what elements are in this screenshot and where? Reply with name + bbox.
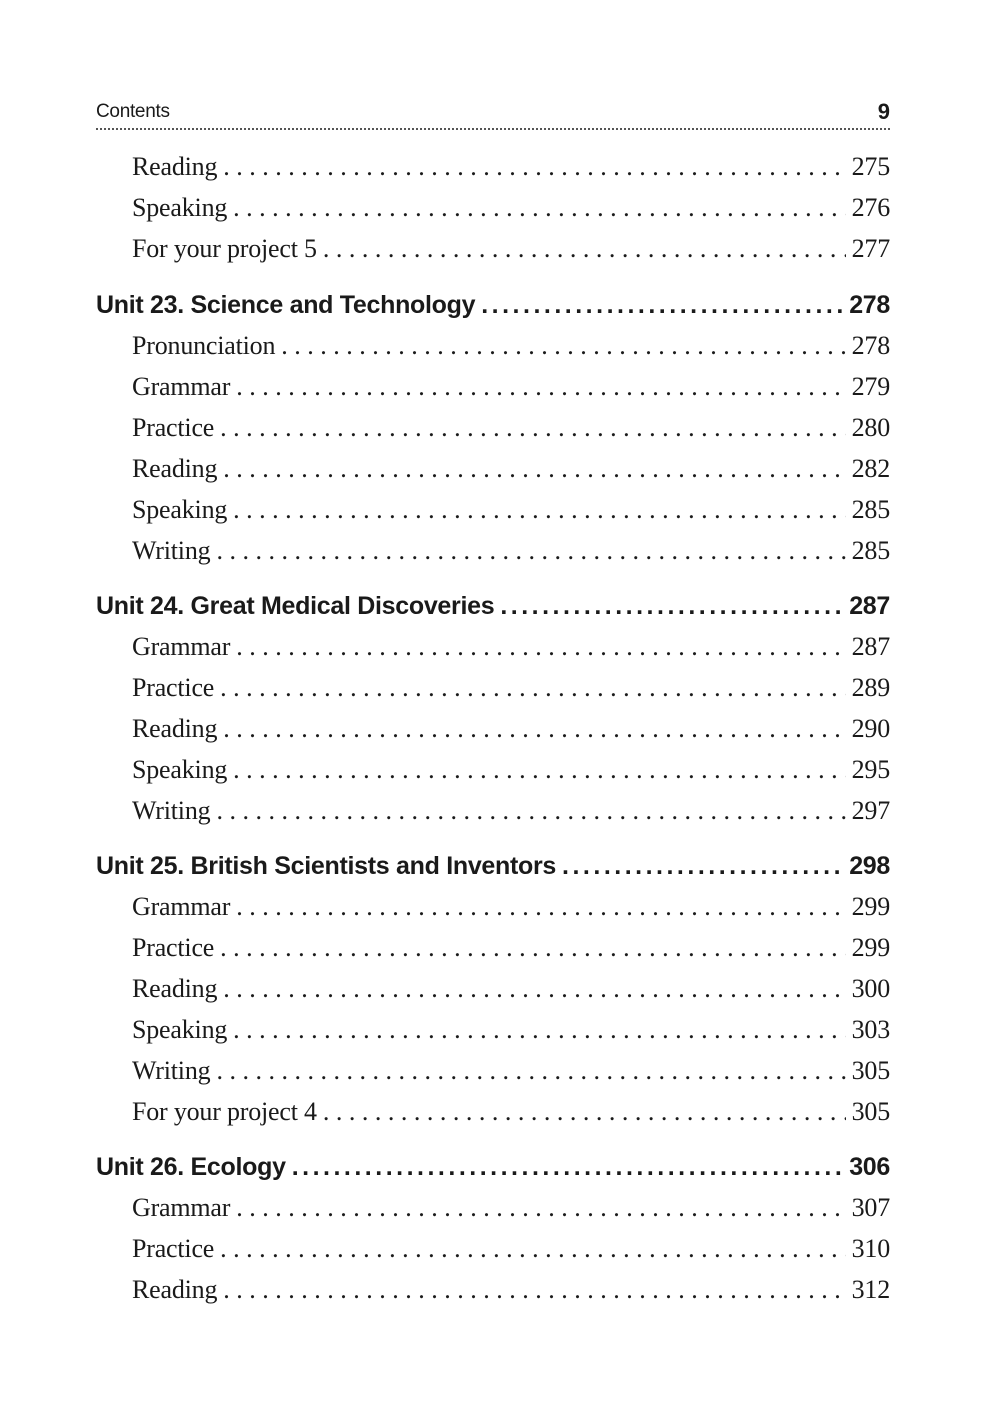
toc-entry[interactable] [132, 671, 890, 705]
dot-leader [323, 232, 846, 266]
toc-entry[interactable] [132, 1232, 890, 1266]
toc-entry-page: 276 [851, 193, 890, 222]
toc-entry[interactable] [132, 411, 890, 445]
toc-entry-label: Writing [132, 1056, 211, 1085]
toc-entry-label: Grammar [132, 1193, 231, 1222]
dot-leader [223, 1273, 845, 1307]
dot-leader [220, 931, 845, 965]
toc-entry-label: Reading [132, 152, 218, 181]
toc-unit-page: 306 [849, 1153, 890, 1181]
toc-unit-label: Unit 25. British Scientists and Inventors [96, 852, 557, 880]
toc-entry-page: 289 [851, 673, 890, 702]
toc-entry-page: 310 [851, 1234, 890, 1263]
toc-entry[interactable] [132, 794, 890, 828]
toc-entry-page: 278 [851, 331, 890, 360]
toc-entry[interactable] [132, 753, 890, 787]
toc-entry-page: 279 [851, 372, 890, 401]
toc-entry-page: 287 [851, 632, 890, 661]
toc-entry-label: Reading [132, 714, 218, 743]
dot-leader [323, 1095, 846, 1129]
toc-entry-page: 303 [851, 1015, 890, 1044]
toc-unit-entry[interactable] [96, 1150, 890, 1184]
toc-unit-label: Unit 23. Science and Technology [96, 291, 476, 319]
toc-entry-label: Reading [132, 454, 218, 483]
toc-unit-entry[interactable] [96, 288, 890, 322]
dot-leader [220, 1232, 845, 1266]
toc-entry[interactable] [132, 1013, 890, 1047]
dot-leader [236, 1191, 845, 1225]
toc-entry-label: Speaking [132, 755, 228, 784]
toc-entry-label: Speaking [132, 193, 228, 222]
toc-entry-label: Reading [132, 1275, 218, 1304]
toc-entry[interactable] [132, 1191, 890, 1225]
dot-leader [216, 534, 845, 568]
toc-entry-label: Grammar [132, 372, 231, 401]
toc-entry[interactable] [132, 329, 890, 363]
toc-entry-label: For your project 4 [132, 1097, 317, 1126]
toc-entry[interactable] [132, 1095, 890, 1129]
dot-leader [216, 1054, 845, 1088]
toc-entry-page: 297 [851, 796, 890, 825]
dot-leader [233, 493, 845, 527]
toc-entry-page: 299 [851, 892, 890, 921]
dot-leader [223, 712, 845, 746]
dot-leader [236, 630, 845, 664]
toc-entry-page: 300 [851, 974, 890, 1003]
toc-entry-page: 285 [851, 495, 890, 524]
dot-leader [233, 1013, 845, 1047]
toc-entry[interactable] [132, 370, 890, 404]
dot-leader [223, 972, 845, 1006]
dot-leader [233, 191, 845, 225]
toc-entry-label: Practice [132, 673, 215, 702]
toc-entry[interactable] [132, 493, 890, 527]
toc-entry[interactable] [132, 1054, 890, 1088]
toc-unit-page: 287 [849, 592, 890, 620]
toc-entry-label: Pronunciation [132, 331, 276, 360]
toc-entry[interactable] [132, 534, 890, 568]
toc-entry-label: Practice [132, 1234, 215, 1263]
toc-entry-page: 299 [851, 933, 890, 962]
dot-leader [236, 890, 845, 924]
toc-entry-label: Grammar [132, 892, 231, 921]
dot-leader [481, 288, 843, 322]
toc-entry-page: 305 [851, 1056, 890, 1085]
toc-entry-page: 307 [851, 1193, 890, 1222]
toc-entry-label: Writing [132, 796, 211, 825]
toc-entry[interactable] [132, 712, 890, 746]
toc-entry[interactable] [132, 1273, 890, 1307]
toc-unit-entry[interactable] [96, 589, 890, 623]
toc-entry-label: Grammar [132, 632, 231, 661]
dot-leader [233, 753, 845, 787]
dot-leader [216, 794, 845, 828]
toc-entry-page: 295 [851, 755, 890, 784]
toc-unit-label: Unit 24. Great Medical Discoveries [96, 592, 495, 620]
dot-leader [220, 671, 845, 705]
toc-entry[interactable] [132, 890, 890, 924]
toc-entry-label: For your project 5 [132, 234, 317, 263]
dot-leader [562, 849, 843, 883]
toc-entry[interactable] [132, 150, 890, 184]
toc-unit-entry[interactable] [96, 849, 890, 883]
toc-entry[interactable] [132, 931, 890, 965]
toc-entry-label: Practice [132, 413, 215, 442]
running-title: Contents [96, 101, 170, 122]
toc-unit-page: 298 [849, 852, 890, 880]
toc-entry[interactable] [132, 630, 890, 664]
dot-leader [500, 589, 843, 623]
dot-leader [236, 370, 845, 404]
toc-entry-label: Practice [132, 933, 215, 962]
toc-unit-label: Unit 26. Ecology [96, 1153, 286, 1181]
toc-entry[interactable] [132, 972, 890, 1006]
toc-entry-page: 305 [851, 1097, 890, 1126]
toc-entry-page: 282 [851, 454, 890, 483]
toc-unit-page: 278 [849, 291, 890, 319]
page-number: 9 [877, 99, 890, 124]
dot-leader [292, 1150, 844, 1184]
toc-entry[interactable] [132, 191, 890, 225]
toc-entry-page: 277 [851, 234, 890, 263]
toc-entry[interactable] [132, 232, 890, 266]
toc-entry-page: 280 [851, 413, 890, 442]
toc-entry-page: 285 [851, 536, 890, 565]
dot-leader [223, 452, 845, 486]
dot-leader [220, 411, 845, 445]
toc-entry-label: Reading [132, 974, 218, 1003]
toc-entry-label: Speaking [132, 495, 228, 524]
toc-entry-page: 290 [851, 714, 890, 743]
toc-entry-label: Speaking [132, 1015, 228, 1044]
toc-entry-page: 275 [851, 152, 890, 181]
dot-leader [281, 329, 845, 363]
dot-leader [223, 150, 845, 184]
toc-entry[interactable] [132, 452, 890, 486]
toc-entry-page: 312 [851, 1275, 890, 1304]
toc-entry-label: Writing [132, 536, 211, 565]
